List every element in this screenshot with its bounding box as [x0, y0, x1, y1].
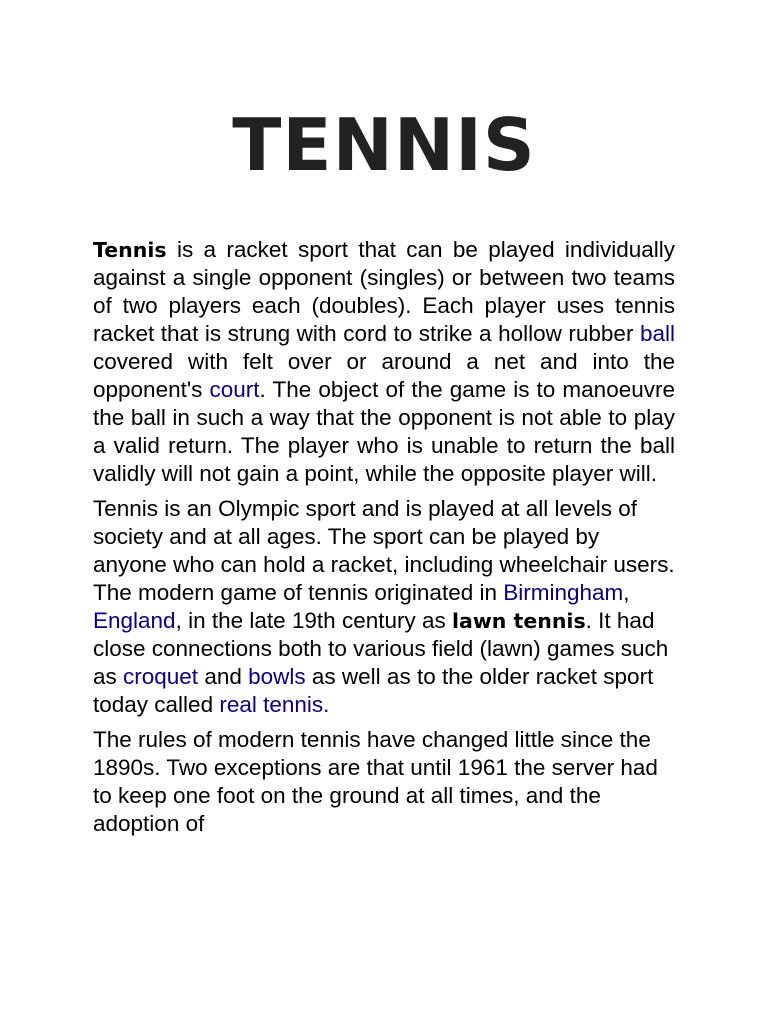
- paragraph-rules: [93, 726, 675, 838]
- bold-term-lawn-tennis: lawn tennis: [452, 609, 586, 633]
- article-body: [93, 236, 675, 845]
- paragraph-history: [93, 495, 675, 719]
- text-run: as well as to the older racket sport today called: [93, 664, 654, 717]
- text-run: , in the late 19th century as: [175, 608, 452, 633]
- bold-term-tennis: Tennis: [93, 238, 167, 262]
- text-run: . The object of the game is to manoeuvre the ball in such a way that the opponent is not able to play a valid return. The player who is unable to return the ball validly will not gain a point, while the opposite player will.: [93, 377, 675, 486]
- link-england[interactable]: England: [93, 608, 176, 633]
- text-run: is a racket sport that can be played individually against a single opponent (singles) or between two teams of two players each (doubles). Each player uses tennis racket that is strung with cord to strike a hollow rubber: [93, 237, 675, 346]
- text-run: ,: [623, 580, 630, 605]
- link-ball[interactable]: ball: [639, 321, 675, 346]
- text-run: covered with felt over or around a net and into the opponent's: [93, 349, 675, 402]
- text-run: and: [198, 664, 249, 689]
- text-run: The rules of modern tennis have changed little since the 1890s. Two exceptions are that until 1961 the server had to keep one foot on the ground at all times, and the adoption of: [93, 727, 658, 836]
- link-bowls[interactable]: bowls: [248, 664, 306, 689]
- link-birmingham[interactable]: Birmingham: [503, 580, 624, 605]
- link-real-tennis[interactable]: real tennis: [219, 692, 324, 717]
- text-run: Tennis is an Olympic sport and is played at all levels of society and at all ages. The sport can be played by anyone who can hold a racket, including wheelchair users. The modern game of tennis originated in: [93, 496, 675, 605]
- text-run: . It had close connections both to various field (lawn) games such as: [93, 608, 669, 689]
- page-title: TENNIS: [232, 103, 536, 187]
- link-court[interactable]: court: [209, 377, 260, 402]
- paragraph-intro: [93, 236, 675, 488]
- link-croquet[interactable]: croquet: [123, 664, 199, 689]
- link-period: .: [323, 692, 330, 717]
